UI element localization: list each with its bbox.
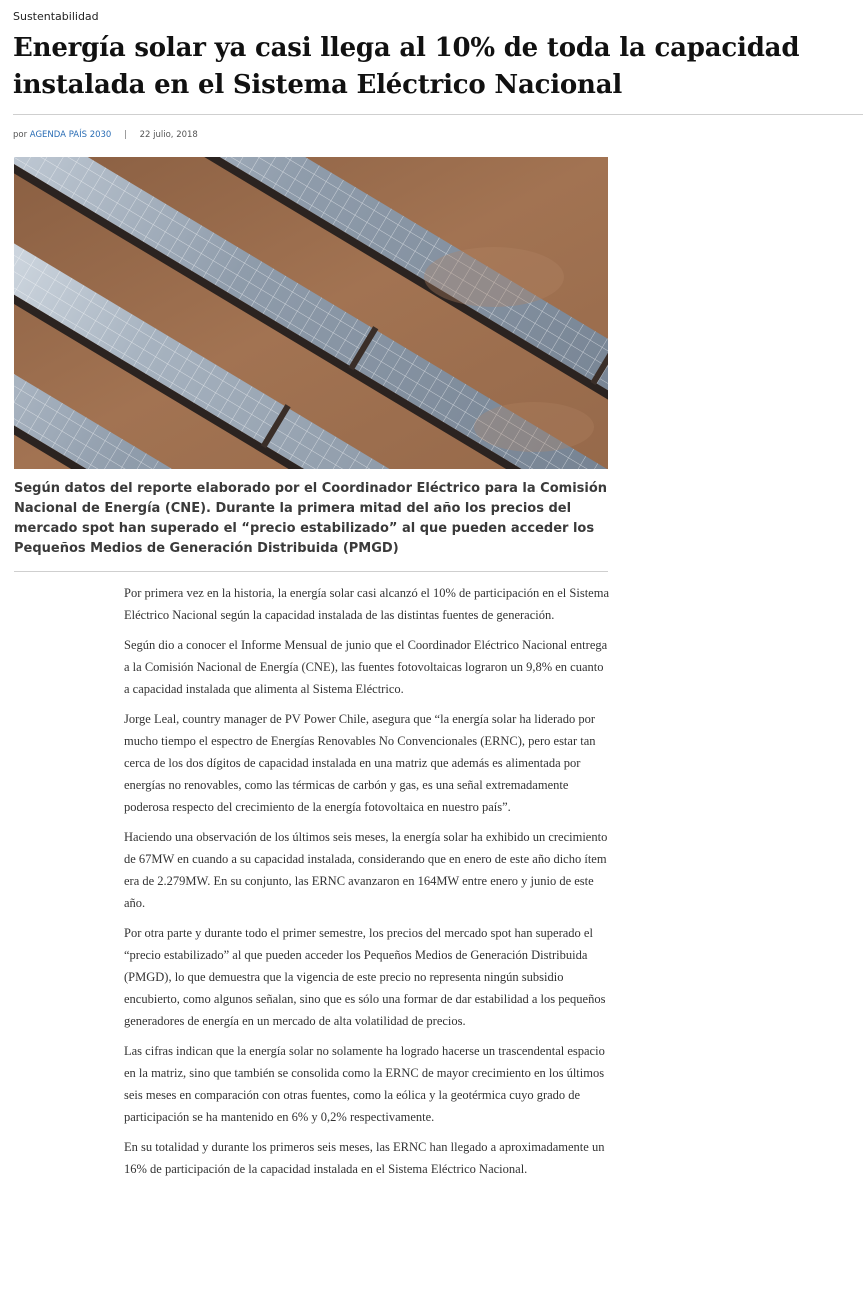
article-title: Energía solar ya casi llega al 10% de toda la capacidad instalada en el Sistema Eléctrico Nacional	[13, 33, 800, 100]
title-divider	[13, 114, 863, 115]
publish-date: 22 julio, 2018	[139, 130, 198, 140]
body-paragraph: Por otra parte y durante todo el primer semestre, los precios del mercado spot han superado el “precio estabilizado” al que pueden acceder los Pequeños Medios de Generación Distribuida (PMGD), lo que demuestra que la vigencia de este precio no representa ningún subsidio encubierto, como algunos señalan, sino que es sólo una formar de dar estabilidad a los pequeños generadores de energía en un mercado de alta volatilidad de precios.	[124, 926, 606, 1028]
byline-prefix: por	[13, 130, 28, 140]
article-lead: Según datos del reporte elaborado por el Coordinador Eléctrico para la Comisión Nacional de Energía (CNE). Durante la primera mitad del año los precios del mercado spot han superado el “precio estabilizado” al que pueden acceder los Pequeños Medios de Generación Distribuida (PMGD)	[14, 481, 608, 556]
body-paragraph: Las cifras indican que la energía solar no solamente ha logrado hacerse un trascendental espacio en la matriz, sino que también se consolida como la ERNC de mayor crecimiento en los últimos seis meses en comparación con otras fuentes, como la eólica y la geotérmica cuyo grado de participación se ha mantenido en 6% y 0,2% respectivamente.	[124, 1044, 605, 1124]
category-label[interactable]: Sustentabilidad	[13, 10, 99, 23]
body-paragraph: Jorge Leal, country manager de PV Power Chile, asegura que “la energía solar ha liderado por mucho tiempo el espectro de Energías Renovables No Convencionales (ERNC), pero estar tan cerca de los dos dígitos de capacidad instalada en una matriz que además es alimentada por energías no renovables, como las térmicas de carbón y gas, es una señal extremadamente poderosa respecto del crecimiento de la energía fotovoltaica en nuestro país”.	[124, 712, 596, 814]
body-paragraph: Por primera vez en la historia, la energía solar casi alcanzó el 10% de participación en el Sistema Eléctrico Nacional según la capacidad instalada de las distintas fuentes de generación.	[124, 586, 609, 622]
body-paragraph: Haciendo una observación de los últimos seis meses, la energía solar ha exhibido un crecimiento de 67MW en cuando a su capacidad instalada, considerando que en enero de este año dicho ítem era de 2.279MW. En su conjunto, las ERNC avanzaron en 164MW entre enero y junio de este año.	[124, 830, 608, 910]
author-link[interactable]: AGENDA PAÍS 2030	[29, 130, 112, 140]
article-meta	[13, 130, 198, 140]
hero-image	[14, 157, 608, 469]
body-paragraph: En su totalidad y durante los primeros seis meses, las ERNC han llegado a aproximadamente un 16% de participación de la capacidad instalada en el Sistema Eléctrico Nacional.	[124, 1140, 605, 1176]
solar-farm-aerial-image	[14, 157, 608, 469]
meta-separator: |	[124, 130, 127, 140]
article-body	[124, 582, 610, 1188]
lead-divider	[14, 571, 608, 572]
body-paragraph: Según dio a conocer el Informe Mensual de junio que el Coordinador Eléctrico Nacional entrega a la Comisión Nacional de Energía (CNE), las fuentes fotovoltaicas lograron un 9,8% en cuanto a capacidad instalada que alimenta al Sistema Eléctrico.	[124, 638, 608, 696]
